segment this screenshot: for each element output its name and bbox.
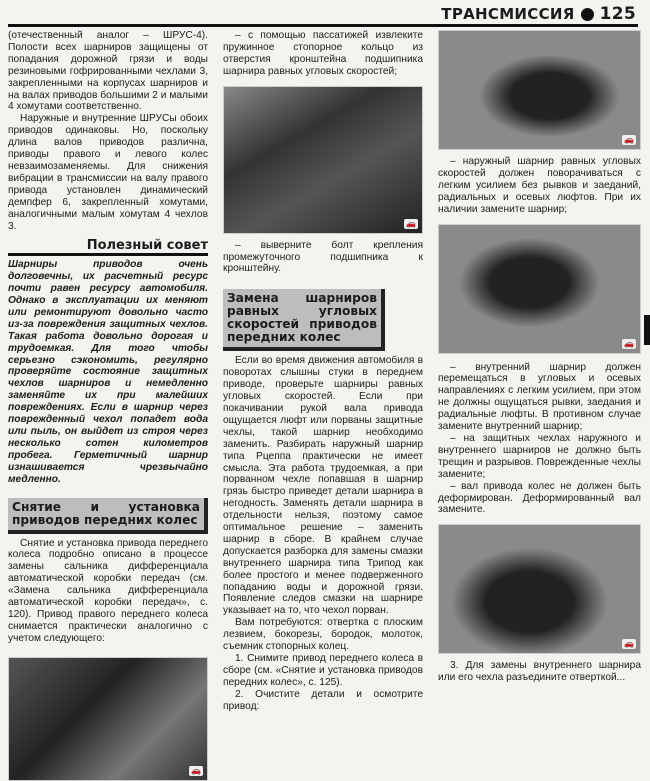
advice-title: Полезный совет [8,240,208,256]
car-icon: 🚗 [622,639,636,649]
car-icon: 🚗 [622,339,636,349]
paragraph: Вам потребуются: отвертка с плоским лезвием, бокорезы, бородок, молоток, съемник стопорных колец. [223,617,423,653]
car-icon: 🚗 [404,219,418,229]
photo-drive-underside [8,657,208,781]
step-text: – с помощью пассатижей извлеките пружинное стопорное кольцо из отверстия кронштейна подшипника шарнира равных угловых скоростей; [223,30,423,77]
header-rule [8,24,638,27]
photo-outer-cv-joint [438,30,641,150]
column-3 [438,30,641,684]
inspection-item: – на защитных чехлах наружного и внутреннего шарниров не должно быть трещин и разрывов. Поврежденные чехлы замените; [438,432,641,480]
chapter-tab [644,315,650,345]
paragraph: 2. Очистите детали и осмотрите привод: [223,688,423,712]
paragraph: Снятие и установка привода переднего колеса подробно описано в процессе замены сальника дифференциала автоматической коробки передач (см. «Замена сальника дифференциала автоматической коробки передач», с. 120). Привод правого переднего колеса снимается практически аналогично с учетом следующего: [8,537,208,644]
paragraph: Если во время движения автомобиля в поворотах слышны стуки в переднем приводе, проверьте шарниры равных угловых скоростей. Если при покачивании рукой вала привода ощущается люфт или порваны защитные чехлы, такой шарнир необходимо заменить. Разбирать наружный шарнир типа Рцеппа практически не имеет смысла. Эта работа трудоемкая, а при порванном чехле попавшая в шарнир грязь быстро приведет детали шарнира в негодность. Заменять детали шарнира в отдельности нельзя, поэтому самое оптимальное решение – заменить шарнир в сборе. В крайнем случае допускается разборка для замены смазки внутреннего шарнира типа Трипод как более простого и менее подверженного попаданию воды и дорожной грязи. Появление следов смазки на шарнире указывает на то, что чехол порван. [223,355,423,617]
page-number: 125 [599,4,636,24]
section-heading: Замена шарниров равных угловых скоростей приводов передних колес [223,289,385,351]
car-icon: 🚗 [622,135,636,145]
paragraph: 1. Снимите привод переднего колеса в сборе (см. «Снятие и установка приводов передних колес», с. 125). [223,653,423,688]
inspection-item: – наружный шарнир равных угловых скоростей должен поворачиваться с легким усилием без рывков и заеданий, радиальных и осевых люфтов. При их наличии замените шарнир; [438,156,641,215]
photo-inner-cv-joint [438,224,641,354]
photo-boot-removal [438,524,641,654]
section-name: ТРАНСМИССИЯ [441,5,575,23]
inspection-item: – вал привода колес не должен быть деформирован. Деформированный вал замените. [438,480,641,516]
column-2 [223,30,423,713]
photo-bearing-bracket [223,86,423,234]
step-text: 3. Для замены внутреннего шарнира или его чехла разъедините отверткой... [438,660,641,684]
bullet-dot-icon [581,8,594,21]
section-heading: Снятие и установка приводов передних колес [8,498,208,534]
inspection-item: – внутренний шарнир должен перемещаться в угловых и осевых направлениях с легким усилием, при этом не должны ощущаться рывки, заедания и радиальные люфты. В противном случае замените внутренний шарнир; [438,361,641,433]
step-text: – выверните болт крепления промежуточного подшипника к кронштейну. [223,239,423,275]
paragraph: Наружные и внутренние ШРУСы обоих приводов одинаковы. Но, поскольку длина валов приводов различна, приводы правого и левого колес невзаимозаменяемы. Для снижения вибрации в трансмиссии на валу правого привода установлен динамический демпфер 6, закрепленный хомутами, аналогичными малым хомутам 4 чехлов 3. [8,113,208,232]
advice-box [8,259,208,485]
column-1 [8,30,208,781]
paragraph: (отечественный аналог – ШРУС-4). Полости всех шарниров защищены от попадания дорожной грязи и воды резиновыми гофрированными чехлами 3, закрепленными на корпусах шарниров и на валах приводов большими 2 и малыми 4 хомутами соответственно. [8,30,208,113]
advice-text: Шарниры приводов очень долговечны, их расчетный ресурс почти равен ресурсу автомобиля. Однако в эксплуатации их меняют или ремонтируют довольно часто из-за повреждения защитных чехлов. Такая работа довольно дорогая и трудоемкая. Для того чтобы серьезно сэкономить, регулярно проверяйте состояние защитных чехлов шарниров и немедленно заменяйте их при малейших повреждениях. Если в шарнир через поврежденный чехол попадет вода или пыль, он выйдет из строя через несколько сотен километров пробега. Герметичный шарнир изнашивается чрезвычайно медленно. [8,259,208,485]
running-header [441,4,636,24]
car-icon: 🚗 [189,766,203,776]
